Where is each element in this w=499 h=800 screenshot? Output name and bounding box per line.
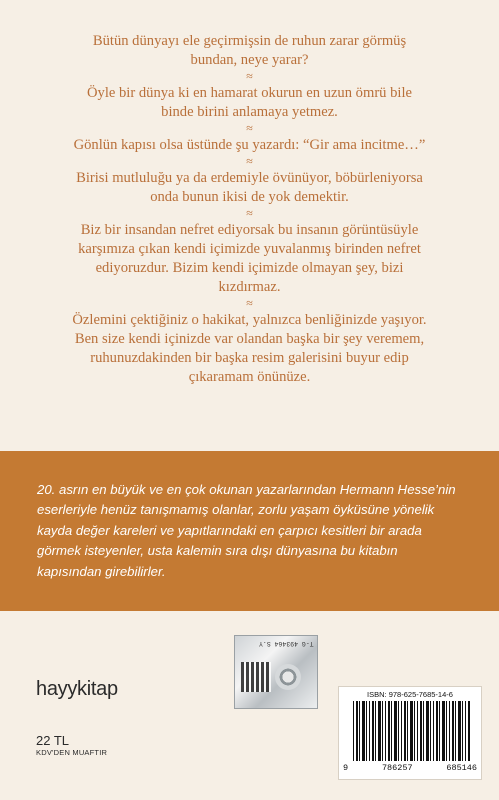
quote-line: çıkaramam önünüze. (188, 369, 311, 385)
quote-line: bundan, neye yarar? (190, 52, 309, 68)
blurb-text: 20. asrın en büyük ve en çok okunan yazarlarından Hermann Hesse’nin eserleriyle henüz tanışmamış olanlar, zorlu yaşam öyküsüne yönelik kayda değer kareleri ve yapıtlarındaki en çarpıcı kesitleri bir arada görmek isteyenler, usta kalemin sıra dışı dünyasına bu kitabın kapısından girebilirler. (37, 481, 456, 579)
quote-1 (0, 32, 499, 70)
separator-icon: ≈ (246, 206, 253, 220)
quote-line: binde birini anlamaya yetmez. (161, 104, 338, 120)
separator-icon: ≈ (246, 121, 253, 135)
quote-line: ediyoruzdur. Bizim kendi içimizde olmayan şey, bizi (95, 260, 404, 276)
quote-line: Gönlün kapısı olsa üstünde şu yazardı: “Gir ama incitme…” (73, 137, 426, 153)
quote-line: Öyle bir dünya ki en hamarat okurun en uzun ömrü bile (86, 85, 413, 101)
hologram-disc-icon (275, 664, 301, 690)
quote-line: Özlemini çektiğiniz o hakikat, yalnızca benliğinizde yaşıyor. (72, 312, 427, 328)
quote-line: Biz bir insandan nefret ediyorsak bu insanın görüntüsüyle (80, 222, 419, 238)
barcode-digit-group: 685146 (446, 763, 477, 773)
qr-code-icon (241, 662, 271, 692)
price-label: 22 TL (36, 733, 70, 748)
barcode-digit-group: 786257 (381, 763, 413, 773)
price-block (36, 734, 107, 758)
publisher-logo: hayykitap (36, 678, 118, 700)
quote-5 (0, 221, 499, 297)
quotes-section (0, 32, 499, 387)
quote-line: Ben size kendi içinizde var olandan başka bir şey veremem, (74, 331, 425, 347)
barcode-digits (343, 763, 477, 773)
quote-2 (0, 84, 499, 122)
quote-line: Birisi mutluluğu ya da erdemiyle övünüyor, böbürleniyorsa (76, 170, 423, 186)
hologram-sticker (234, 635, 318, 709)
quote-line: onda bunun ikisi de yok demektir. (150, 189, 349, 205)
quote-6 (0, 311, 499, 387)
separator-icon: ≈ (246, 296, 253, 310)
quote-line: karşımıza çıkan kendi içimizde yuvalanmış birinden nefret (78, 241, 421, 257)
tax-note: KDV'DEN MUAFTIR (36, 748, 108, 757)
separator-icon: ≈ (246, 69, 253, 83)
quote-line: Bütün dünyayı ele geçirmişsin de ruhun zarar görmüş (92, 33, 407, 49)
isbn-text: ISBN: 978-625-7685-14-6 (367, 690, 453, 699)
barcode-label (338, 686, 482, 780)
quote-line: kızdırmaz. (218, 279, 281, 295)
barcode-icon (353, 701, 471, 761)
barcode-digit-group: 9 (343, 763, 349, 773)
separator-icon: ≈ (246, 154, 253, 168)
hologram-serial: T-G 493464 S.Y (259, 640, 314, 647)
quote-line: ruhunuzdakinden bir başka resim galerisini buyur edip (90, 350, 409, 366)
quote-4 (0, 169, 499, 207)
blurb-band (0, 451, 499, 611)
quote-3 (0, 136, 499, 155)
